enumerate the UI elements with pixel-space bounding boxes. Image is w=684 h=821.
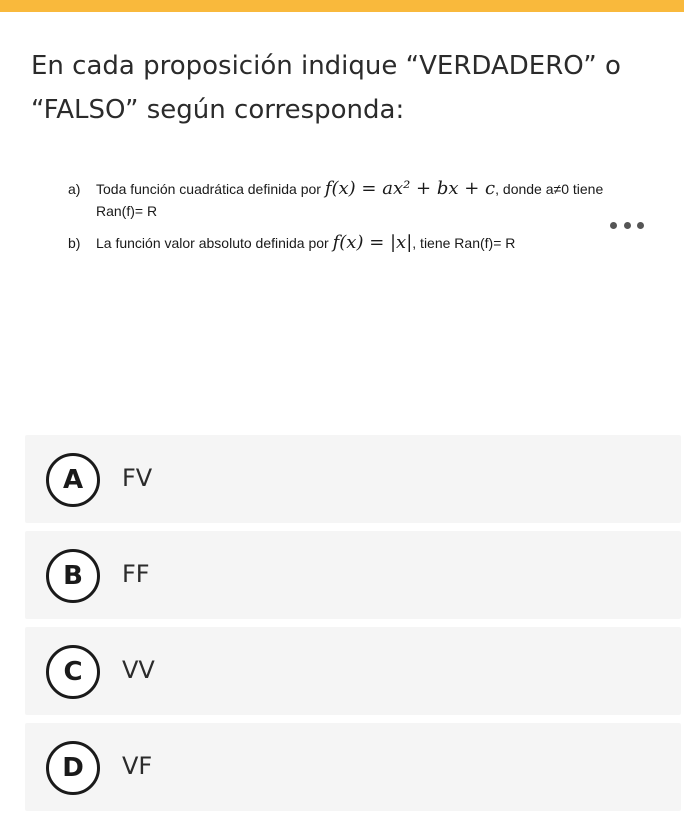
option-c-text: VV [122, 656, 155, 684]
statement-letter: a) [68, 181, 81, 197]
question-text: En cada proposición indique “VERDADERO” o “FALSO” según corresponda: [31, 51, 621, 125]
more-dot [637, 222, 644, 229]
option-b-text: FF [122, 560, 150, 588]
top-accent-bar [0, 0, 684, 12]
option-a-badge: A [46, 453, 100, 507]
absolute-value-formula: f(x) = |x| [332, 232, 413, 253]
statement-list [68, 178, 668, 256]
more-horizontal-icon[interactable] [610, 216, 644, 234]
option-d[interactable] [25, 723, 681, 811]
statement-suffix: , donde a≠0 tiene [495, 181, 604, 197]
statement-prefix: La función valor absoluto definida por [96, 235, 333, 251]
statement-a [68, 178, 668, 232]
statement-letter: b) [68, 235, 81, 251]
option-a-text: FV [122, 464, 153, 492]
more-dot [610, 222, 617, 229]
option-c-badge: C [46, 645, 100, 699]
more-dot [624, 222, 631, 229]
option-b[interactable] [25, 531, 681, 619]
statement-b [68, 232, 668, 256]
statement-prefix: Toda función cuadrática definida por [96, 181, 325, 197]
option-b-badge: B [46, 549, 100, 603]
option-d-badge: D [46, 741, 100, 795]
option-d-text: VF [122, 752, 153, 780]
quadratic-formula: f(x) = ax² + bx + c [324, 178, 496, 199]
statement-suffix: , tiene Ran(f)= R [412, 235, 516, 251]
option-a[interactable] [25, 435, 681, 523]
option-c[interactable] [25, 627, 681, 715]
statement-range: Ran(f)= R [96, 203, 158, 219]
